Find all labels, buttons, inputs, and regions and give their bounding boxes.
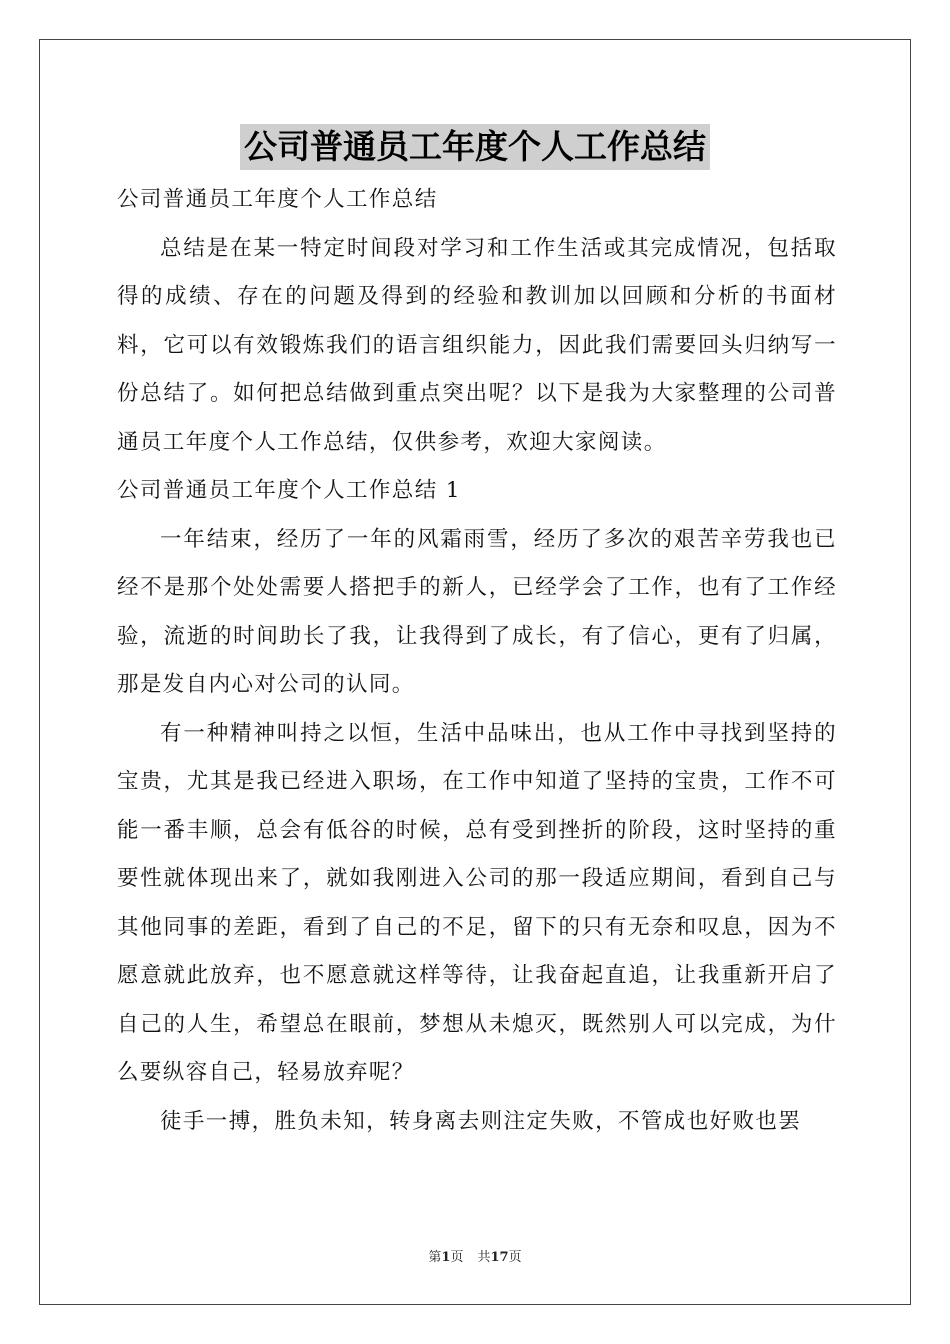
document-body bbox=[117, 176, 837, 1146]
paragraph-intro: 总结是在某一特定时间段对学习和工作生活或其完成情况，包括取得的成绩、存在的问题及得到的经验和教训加以回顾和分析的书面材料，它可以有效锻炼我们的语言组织能力，因此我们需要回头归纳写一份总结了。如何把总结做到重点突出呢？以下是我为大家整理的公司普通员工年度个人工作总结，仅供参考，欢迎大家阅读。 bbox=[117, 235, 837, 455]
page-total-prefix: 共 bbox=[477, 1250, 491, 1265]
paragraph-subtitle: 公司普通员工年度个人工作总结 bbox=[117, 187, 438, 212]
paragraph-body-1: 一年结束，经历了一年的风霜雨雪，经历了多次的艰苦辛劳我也已经不是那个处处需要人搭把手的新人，已经学会了工作，也有了工作经验，流逝的时间助长了我，让我得到了成长，有了信心，更有了归属，那是发自内心对公司的认同。 bbox=[117, 526, 837, 697]
document-title: 公司普通员工年度个人工作总结 bbox=[240, 124, 710, 170]
page-footer bbox=[0, 1246, 950, 1265]
page-total: 17 bbox=[490, 1250, 509, 1265]
page-current: 1 bbox=[441, 1250, 451, 1265]
page-total-suffix: 页 bbox=[508, 1250, 522, 1265]
paragraph-section-heading: 公司普通员工年度个人工作总结 1 bbox=[117, 478, 461, 503]
paragraph-body-2: 有一种精神叫持之以恒，生活中品味出，也从工作中寻找到坚持的宝贵，尤其是我已经进入职场，在工作中知道了坚持的宝贵，工作不可能一番丰顺，总会有低谷的时候，总有受到挫折的阶段，这时坚持的重要性就体现出来了，就如我刚进入公司的那一段适应期间，看到自己与其他同事的差距，看到了自己的不足，留下的只有无奈和叹息，因为不愿意就此放弃，也不愿意就这样等待，让我奋起直追，让我重新开启了自己的人生，希望总在眼前，梦想从未熄灭，既然别人可以完成，为什么要纵容自己，轻易放弃呢？ bbox=[117, 720, 837, 1085]
paragraph-body-3: 徒手一搏，胜负未知，转身离去则注定失败，不管成也好败也罢 bbox=[160, 1108, 802, 1134]
page-number-suffix: 页 bbox=[450, 1250, 464, 1265]
title-container bbox=[0, 124, 950, 170]
page-number-prefix: 第 bbox=[428, 1250, 442, 1265]
